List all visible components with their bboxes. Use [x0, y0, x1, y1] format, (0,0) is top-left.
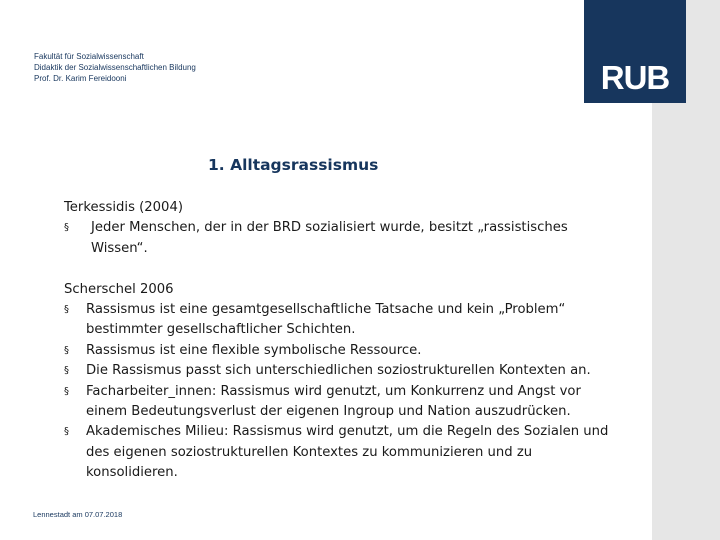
faculty-line: Fakultät für Sozialwissenschaft [34, 52, 144, 61]
bullet-text: Jeder Menschen, der in der BRD sozialisiert wurde, besitzt „rassistisches Wissen“. [91, 220, 568, 256]
list-item [64, 382, 624, 423]
bullet-marker: § [64, 222, 69, 234]
list-item [64, 361, 624, 381]
slide-content [64, 198, 624, 484]
bullet-list [64, 218, 624, 259]
faculty-info [34, 51, 196, 84]
section-terkessidis [64, 198, 624, 259]
bullet-text: Akademisches Milieu: Rassismus wird genutzt, um die Regeln des Sozialen und des eigenen soziostrukturellen Kontextes zu kommunizieren und zu konsolidieren. [86, 424, 609, 481]
bullet-text: Die Rassismus passt sich unterschiedlichen soziostrukturellen Kontexten an. [86, 363, 591, 379]
bullet-marker: § [64, 426, 69, 438]
department-line: Didaktik der Sozialwissenschaftlichen Bildung [34, 63, 196, 72]
list-item [64, 300, 624, 341]
section-heading: Scherschel 2006 [64, 281, 174, 297]
bullet-list [64, 300, 624, 484]
section-spacer [64, 259, 624, 279]
rub-logo-text: RUB [600, 59, 670, 96]
list-item [64, 218, 624, 259]
list-item [64, 422, 624, 483]
section-heading: Terkessidis (2004) [64, 200, 183, 215]
section-scherschel [64, 280, 624, 484]
bullet-text: Rassismus ist eine gesamtgesellschaftliche Tatsache und kein „Problem“ bestimmter gesellschaftlicher Schichten. [86, 302, 566, 338]
bullet-text: Facharbeiter_innen: Rassismus wird genutzt, um Konkurrenz und Angst vor einem Bedeutungsverlust der eigenen Ingroup und Nation auszudrücken. [86, 383, 581, 420]
bullet-marker: § [64, 385, 69, 397]
bullet-marker: § [64, 344, 69, 356]
rub-logo [584, 0, 686, 103]
footer-text: Lennestadt am 07.07.2018 [33, 510, 123, 519]
slide-title: 1. Alltagsrassismus [208, 156, 379, 174]
bullet-text: Rassismus ist eine flexible symbolische Ressource. [86, 342, 422, 358]
bullet-marker: § [64, 304, 69, 316]
professor-line: Prof. Dr. Karim Fereidooni [34, 74, 127, 83]
list-item [64, 341, 624, 361]
bullet-marker: § [64, 365, 69, 377]
